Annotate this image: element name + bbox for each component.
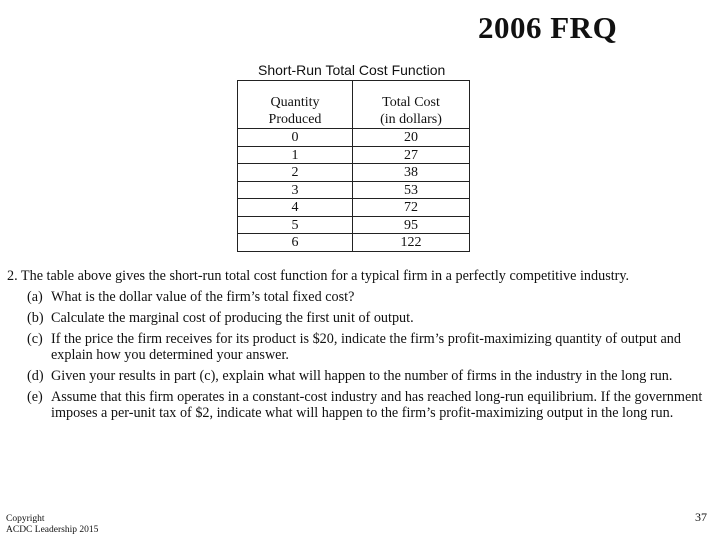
question-part-text: Assume that this firm operates in a constant-cost industry and has reached long-run equilibrium. If the government imposes a per-unit tax of $2, indicate what will happen to the firm’s profit-maximizing output in the long run. bbox=[51, 389, 703, 421]
table-caption: Short-Run Total Cost Function bbox=[258, 62, 446, 78]
column-header-quantity bbox=[238, 94, 352, 128]
total-cost-cell: 122 bbox=[400, 235, 422, 250]
question-part-text: Calculate the marginal cost of producing the first unit of output. bbox=[51, 310, 414, 326]
total-cost-cell: 72 bbox=[404, 200, 418, 215]
quantity-cell: 0 bbox=[291, 130, 299, 145]
total-cost-cell: 53 bbox=[404, 182, 418, 198]
question-block bbox=[7, 268, 707, 421]
question-part-tag: (c) bbox=[27, 331, 43, 347]
column-header-total-cost bbox=[353, 94, 469, 128]
page-number: 37 bbox=[695, 510, 707, 524]
quantity-cell: 2 bbox=[291, 165, 299, 180]
question-part-tag: (a) bbox=[27, 289, 43, 305]
table-row bbox=[238, 216, 469, 234]
question-part-text: Given your results in part (c), explain what will happen to the number of firms in the industry in the long run. bbox=[51, 368, 673, 384]
total-cost-cell: 27 bbox=[404, 147, 418, 163]
column-header-cost-line1: Total Cost bbox=[382, 95, 440, 110]
column-header-cost-line2: (in dollars) bbox=[380, 112, 442, 127]
question-part-tag: (e) bbox=[27, 389, 43, 405]
question-stem: 2. The table above gives the short-run total cost function for a typical firm in a perfectly competitive industry. bbox=[7, 268, 630, 284]
question-part-text: If the price the firm receives for its product is $20, indicate the firm’s profit-maximizing quantity of output and explain how you determined your answer. bbox=[51, 331, 681, 363]
column-header-quantity-line2: Produced bbox=[268, 112, 322, 127]
quantity-cell: 6 bbox=[291, 235, 299, 250]
question-part bbox=[7, 310, 707, 326]
copyright-notice bbox=[6, 514, 98, 536]
table-row bbox=[238, 163, 469, 181]
table-row bbox=[238, 198, 469, 216]
copyright-line-1: Copyright bbox=[6, 514, 45, 524]
copyright-line-2: ACDC Leadership 2015 bbox=[6, 525, 99, 535]
question-part-tag: (d) bbox=[27, 368, 44, 384]
question-part bbox=[7, 368, 707, 384]
quantity-cell: 4 bbox=[291, 200, 299, 215]
slide-title: 2006 FRQ bbox=[478, 10, 618, 45]
quantity-cell: 5 bbox=[291, 217, 299, 233]
total-cost-cell: 95 bbox=[404, 217, 418, 233]
total-cost-cell: 38 bbox=[404, 165, 418, 180]
table-row bbox=[238, 146, 469, 164]
question-part-text: What is the dollar value of the firm’s total fixed cost? bbox=[51, 289, 355, 305]
column-header-quantity-line1: Quantity bbox=[270, 95, 320, 110]
quantity-cell: 1 bbox=[291, 147, 299, 163]
question-part bbox=[7, 331, 707, 363]
table-row bbox=[238, 233, 469, 251]
question-part-tag: (b) bbox=[27, 310, 44, 326]
total-cost-cell: 20 bbox=[404, 130, 418, 145]
table-row bbox=[238, 128, 469, 146]
quantity-cell: 3 bbox=[291, 182, 299, 198]
cost-table bbox=[237, 80, 470, 252]
question-part bbox=[7, 389, 707, 421]
table-row bbox=[238, 181, 469, 199]
question-part bbox=[7, 289, 707, 305]
